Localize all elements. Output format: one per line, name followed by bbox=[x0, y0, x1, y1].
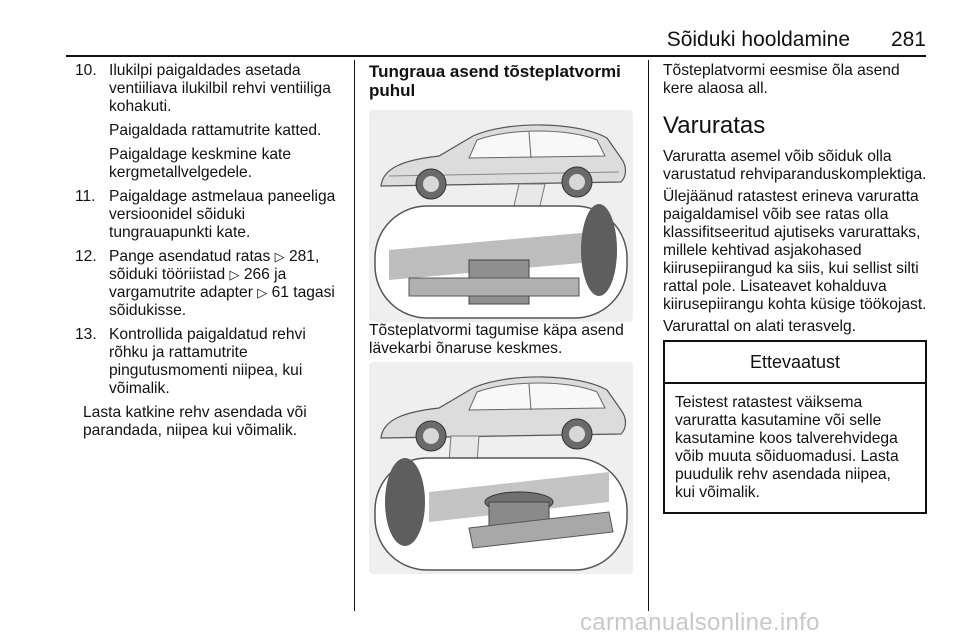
body-paragraph: Ülejäänud ratastest erineva varuratta paigaldamisel võib see ratas olla klassifitseeritud ajutiseks varurattaks, millele kehtivad asjakohased kiirusepiirangud ka siis, kui sellist silti rattal pole. Lisateavet kohalduva kiirusepiirangu kohta küsige töökojast. bbox=[663, 188, 927, 313]
step-text-part: sõiduki tööriistad bbox=[109, 266, 230, 283]
figure-caption: Tõsteplatvormi tagumise käpa asend lävekarbi õnaruse keskmes. bbox=[369, 322, 624, 357]
step-text bbox=[109, 248, 345, 320]
step-text-part: Pange asendatud ratas bbox=[109, 248, 275, 265]
section-title: Varuratas bbox=[663, 112, 766, 139]
column-divider-right bbox=[648, 60, 649, 611]
ref-arrow-icon: ▷ bbox=[274, 249, 285, 264]
step-text: Paigaldage astmelaua paneeliga versioonidel sõiduki tungrauapunkti kate. bbox=[109, 188, 336, 241]
warning-title: Ettevaatust bbox=[665, 342, 925, 384]
page-reference-link[interactable]: 266 ja bbox=[243, 266, 287, 283]
step-number: 13. bbox=[75, 326, 97, 343]
step-10 bbox=[75, 62, 345, 182]
step-12 bbox=[75, 248, 345, 320]
warning-box bbox=[663, 340, 927, 514]
step-number: 12. bbox=[75, 248, 97, 265]
ref-arrow-icon: ▷ bbox=[257, 285, 268, 300]
header-divider bbox=[66, 55, 926, 57]
step-text-part: sõidukisse. bbox=[109, 302, 187, 319]
lift-point-front-illustration bbox=[369, 362, 633, 574]
page-reference-link[interactable]: 281, bbox=[288, 248, 320, 265]
watermark: carmanualsonline.info bbox=[580, 609, 820, 636]
section-heading: Tungraua asend tõsteplatvormi puhul bbox=[369, 62, 621, 100]
body-paragraph: Varurattal on alati terasvelg. bbox=[663, 318, 857, 335]
column-divider-left bbox=[354, 60, 355, 611]
step-number: 11. bbox=[75, 188, 96, 205]
body-paragraph: Varuratta asemel võib sõiduk olla varustatud rehviparanduskomplektiga. bbox=[663, 148, 927, 183]
page-header-title: Sõiduki hooldamine bbox=[666, 28, 850, 51]
step-13 bbox=[75, 326, 345, 398]
warning-body: Teistest ratastest väiksema varuratta kasutamine või selle kasutamine koos talverehvidega võib muuta sõiduomadusi. Lasta puudulik rehv asendada niipea, kui võimalik. bbox=[675, 394, 899, 501]
page-reference-link[interactable]: 61 tagasi bbox=[271, 284, 335, 301]
step-text-part: vargamutrite adapter bbox=[109, 284, 258, 301]
closing-note: Lasta katkine rehv asendada või parandada, niipea kui võimalik. bbox=[83, 404, 307, 439]
step-text: Ilukilpi paigaldades asetada ventiiliava ilukilbil rehvi ventiiliga kohakuti. bbox=[109, 62, 331, 115]
step-11 bbox=[75, 188, 345, 242]
ref-arrow-icon: ▷ bbox=[229, 267, 240, 282]
step-number: 10. bbox=[75, 62, 97, 79]
middle-column bbox=[369, 62, 637, 574]
left-column bbox=[75, 62, 345, 444]
lift-point-rear-illustration bbox=[369, 110, 633, 322]
step-list bbox=[75, 62, 345, 398]
page-number: 281 bbox=[890, 28, 926, 51]
step-text: Kontrollida paigaldatud rehvi rõhku ja rattamutrite pingutusmomenti niipea, kui võimalik. bbox=[109, 326, 306, 397]
right-column bbox=[663, 62, 927, 514]
step-subtext: Paigaldada rattamutrite katted. bbox=[109, 122, 322, 139]
step-subtext: Paigaldage keskmine kate kergmetallvelgedele. bbox=[109, 146, 292, 181]
intro-text: Tõsteplatvormi eesmise õla asend kere alaosa all. bbox=[663, 62, 900, 97]
